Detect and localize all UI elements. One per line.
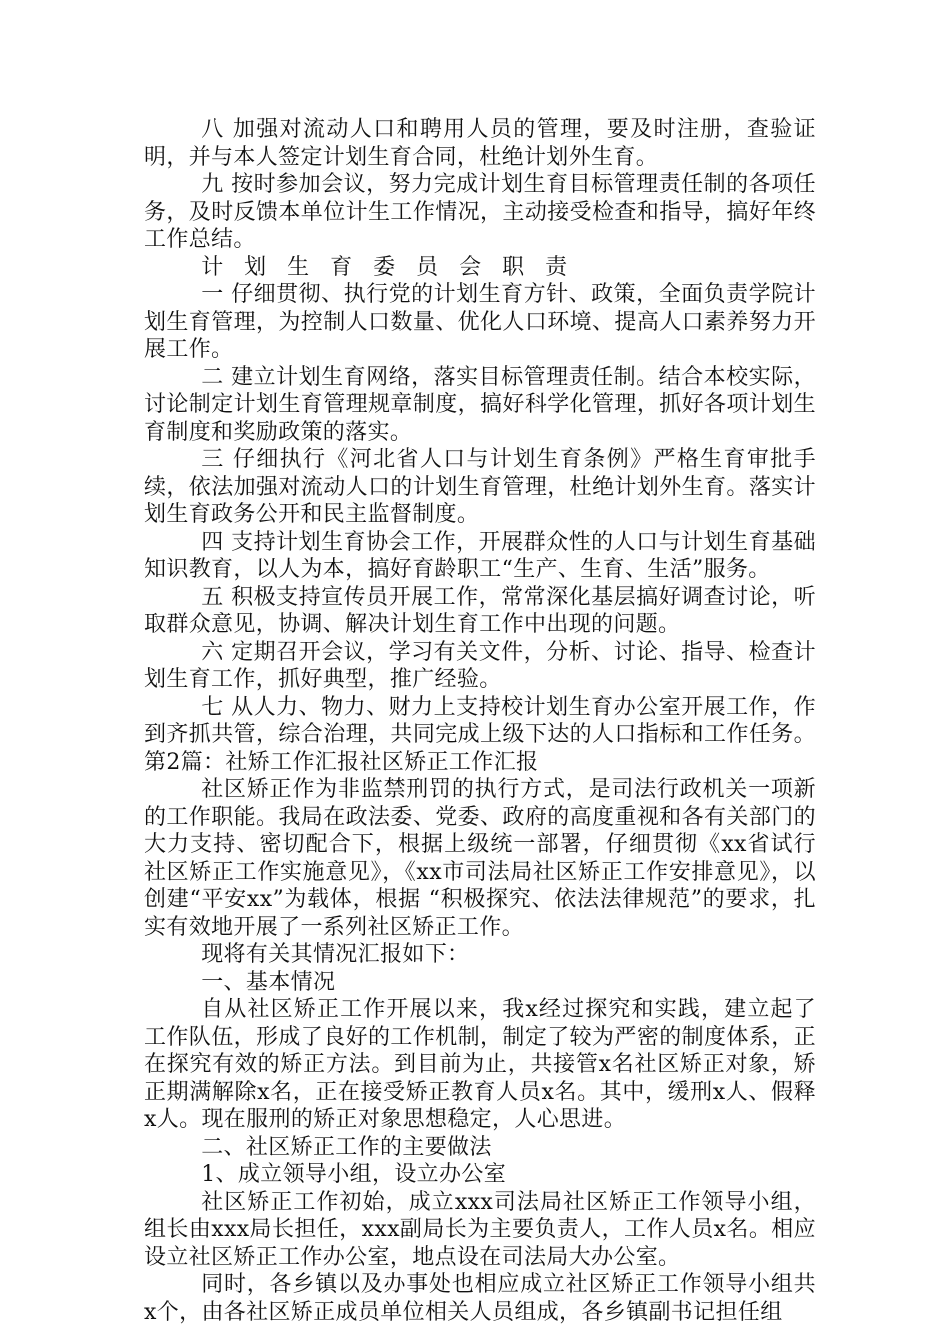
document-body — [144, 116, 816, 1326]
paragraph-duty-6: 六 定期召开会议，学习有关文件，分析、讨论、指导、检查计划生育工作，抓好典型，推广经验。 — [144, 639, 816, 692]
section-heading-basic-situation: 一、基本情况 — [201, 969, 336, 995]
paragraph-duty-7: 七 从人力、物力、财力上支持校计划生育办公室开展工作，作到齐抓共管，综合治理，共同完成上级下达的人口指标和工作任务。第2篇：社矫工作汇报社区矫正工作汇报 — [144, 694, 816, 775]
paragraph-duty-4: 四 支持计划生育协会工作，开展群众性的人口与计划生育基础知识教育，以人为本，搞好育龄职工“生产、生育、生活”服务。 — [144, 529, 816, 582]
paragraph-township-groups: 同时，各乡镇以及办事处也相应成立社区矫正工作领导小组共x个，由各社区矫正成员单位相关人员组成，各乡镇副书记担任组 — [144, 1272, 816, 1325]
paragraph-report-lead: 现将有关其情况汇报如下： — [201, 942, 470, 967]
paragraph-duty-5: 五 积极支持宣传员开展工作，常常深化基层搞好调查讨论，听取群众意见，协调、解决计划生育工作中出现的问题。 — [144, 584, 816, 637]
paragraph-item-8: 八 加强对流动人口和聘用人员的管理，要及时注册，查验证明，并与本人签定计划生育合同，杜绝计划外生育。 — [144, 117, 816, 170]
paragraph-duty-3: 三 仔细执行《河北省人口与计划生育条例》严格生育审批手续，依法加强对流动人口的计划生育管理，杜绝计划外生育。落实计划生育政务公开和民主监督制度。 — [144, 447, 816, 527]
subheading-leadership-group: 1、成立领导小组，设立办公室 — [201, 1162, 507, 1187]
paragraph-leadership-group: 社区矫正工作初始，成立xxx司法局社区矫正工作领导小组，组长由xxx局长担任，xxx副局长为主要负责人，工作人员x名。相应设立社区矫正工作办公室，地点设在司法局大办公室。 — [144, 1189, 816, 1270]
section-heading-committee-duties: 计 划 生 育 委 员 会 职 责 — [201, 254, 575, 280]
paragraph-duty-2: 二 建立计划生育网络，落实目标管理责任制。结合本校实际，讨论制定计划生育管理规章制度，搞好科学化管理，抓好各项计划生育制度和奖励政策的落实。 — [144, 364, 816, 445]
paragraph-duty-1: 一 仔细贯彻、执行党的计划生育方针、政策，全面负责学院计划生育管理，为控制人口数量、优化人口环境、提高人口素养努力开展工作。 — [144, 282, 816, 362]
paragraph-item-9: 九 按时参加会议，努力完成计划生育目标管理责任制的各项任务，及时反馈本单位计生工作情况，主动接受检查和指导，搞好年终工作总结。 — [144, 172, 816, 252]
paragraph-report-intro: 社区矫正作为非监禁刑罚的执行方式，是司法行政机关一项新的工作职能。我局在政法委、党委、政府的高度重视和各有关部门的大力支持、密切配合下，根据上级统一部署，仔细贯彻《xx省试行社区矫正工作实施意见》，《xx市司法局社区矫正工作安排意见》，以创建“平安xx”为载体，根据 “积极探究、依法法律规范”的要求，扎实有效地开展了一系列社区矫正工作。 — [144, 777, 816, 940]
section-heading-main-practices: 二、社区矫正工作的主要做法 — [201, 1134, 492, 1160]
paragraph-basic-situation: 自从社区矫正工作开展以来，我x经过探究和实践，建立起了工作队伍，形成了良好的工作机制，制定了较为严密的制度体系，正在探究有效的矫正方法。到目前为止，共接管x名社区矫正对象，矫正期满解除x名，正在接受矫正教育人员x名。其中，缓刑x人、假释x人。现在服刑的矫正对象思想稳定，人心思进。 — [144, 997, 816, 1132]
